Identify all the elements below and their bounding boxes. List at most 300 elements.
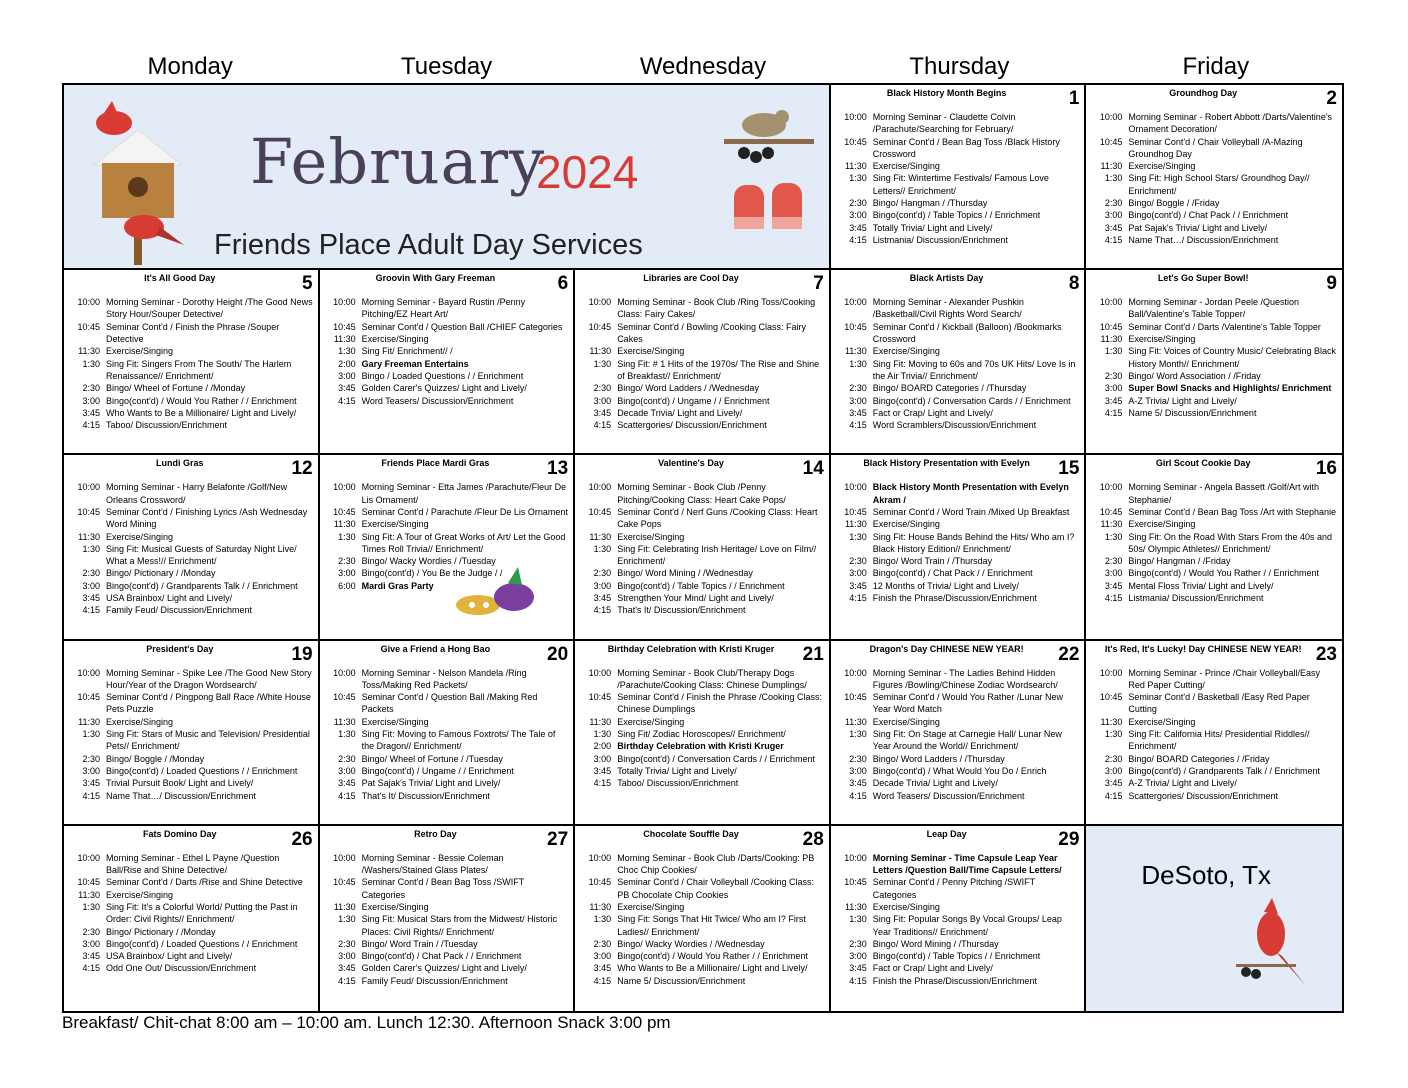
event-description: Fact or Crap/ Light and Lively/ [872, 407, 993, 418]
event-description: Bingo(cont'd) / Conversation Cards / / Enrichment [617, 753, 815, 764]
day-number: 27 [547, 828, 569, 850]
event-description: Pat Sajak's Trivia/ Light and Lively/ [1128, 222, 1268, 233]
event-row [1092, 111, 1338, 136]
event-row [1092, 506, 1338, 518]
event-row [326, 691, 570, 716]
day-cell [64, 270, 320, 455]
event-time: 11:30 [1100, 716, 1123, 727]
event-description: Name 5/ Discussion/Enrichment [1128, 407, 1257, 418]
event-time: 3:45 [1104, 395, 1123, 406]
event-row [581, 358, 825, 383]
event-description: Exercise/Singing [872, 716, 940, 727]
event-row [326, 358, 570, 370]
event-time: 11:30 [78, 889, 100, 900]
event-time: 10:45 [588, 692, 612, 703]
event-description: Word Teasers/ Discussion/Enrichment [361, 395, 514, 406]
event-time: 2:30 [849, 198, 867, 209]
event-row [70, 691, 314, 716]
event-description: Name 5/ Discussion/Enrichment [617, 975, 746, 986]
event-row [837, 234, 1081, 246]
event-description: Morning Seminar - Angela Bassett /Golf/Art with Stephanie/ [1128, 482, 1319, 505]
event-description: Bingo(cont'd) / Chat Pack / / Enrichment [361, 951, 522, 962]
event-description: Exercise/Singing [872, 346, 940, 357]
event-time: 10:00 [1099, 482, 1123, 493]
event-time: 4:15 [82, 605, 100, 616]
event-description: Exercise/Singing [617, 716, 685, 727]
day-cell [64, 641, 320, 826]
event-time: 2:30 [1104, 753, 1123, 764]
event-description: Morning Seminar - Bayard Rustin /Penny Pitching/EZ Heart Art/ [361, 297, 526, 320]
event-row [581, 592, 825, 604]
event-description: Exercise/Singing [1128, 334, 1196, 345]
event-row [326, 876, 570, 901]
event-description: Seminar Cont'd / Would You Rather /Lunar New Year Word Match [872, 692, 1063, 715]
event-time: 10:45 [844, 877, 867, 888]
event-row [1092, 160, 1338, 172]
event-time: 4:15 [849, 420, 867, 431]
event-time: 10:00 [588, 667, 612, 678]
event-description: Morning Seminar - The Ladies Behind Hidden Figures /Bowling/Chinese Zodiac Wordsearch/ [872, 667, 1058, 690]
event-row [581, 296, 825, 321]
event-row [326, 753, 570, 765]
event-description: Exercise/Singing [106, 531, 174, 542]
location-label: DeSoto, Tx [1141, 859, 1271, 890]
event-row [837, 407, 1081, 419]
event-time: 10:45 [333, 506, 356, 517]
event-description: Morning Seminar - Dorothy Height /The Good News Story Hour/Souper Detective/ [106, 297, 313, 320]
event-row [1092, 790, 1338, 802]
event-time: 10:00 [77, 852, 100, 863]
event-description: Bingo(cont'd) / Would You Rather / / Enrichment [106, 395, 297, 406]
event-time: 3:45 [593, 407, 612, 418]
event-time: 4:15 [82, 963, 100, 974]
event-row [837, 777, 1081, 789]
event-row [70, 506, 314, 531]
event-time: 11:30 [844, 716, 867, 727]
event-row [837, 753, 1081, 765]
event-row [1092, 531, 1338, 556]
event-list [1086, 111, 1342, 246]
event-time: 4:15 [82, 420, 100, 431]
event-time: 1:30 [849, 729, 867, 740]
event-time: 1:30 [593, 543, 612, 554]
mardi-gras-mask-icon [448, 567, 548, 627]
event-description: Morning Seminar - Robert Abbott /Darts/Valentine's Ornament Decoration/ [1128, 112, 1333, 135]
event-description: Seminar Cont'd / Penny Pitching /SWIFT Categories [872, 877, 1035, 900]
day-number: 15 [1058, 458, 1080, 480]
event-description: A-Z Trivia/ Light and Lively/ [1128, 395, 1237, 406]
event-description: Morning Seminar - Harry Belafonte /Golf/New Orleans Crossword/ [106, 482, 288, 505]
event-time: 10:00 [333, 667, 356, 678]
event-description: Sing Fit: House Bands Behind the Hits/ Who am I? Black History Edition// Enrichment/ [872, 531, 1075, 554]
day-number: 12 [291, 458, 313, 480]
event-row [581, 667, 825, 692]
event-description: Bingo/ Word Association / /Friday [1128, 370, 1261, 381]
day-number: 5 [302, 273, 313, 295]
event-row [326, 913, 570, 938]
day-number: 19 [291, 643, 313, 665]
day-number: 26 [291, 828, 313, 850]
event-time: 2:30 [849, 556, 867, 567]
event-time: 3:45 [849, 778, 867, 789]
event-description: Sing Fit: On the Road With Stars From the 40s and 50s/ Olympic Athletes// Enrichment/ [1128, 531, 1332, 554]
event-time: 1:30 [1104, 346, 1123, 357]
event-time: 11:30 [844, 161, 867, 172]
event-description: Sing Fit: A Tour of Great Works of Art/ Let the Good Times Roll Trivia// Enrichment/ [361, 531, 566, 554]
event-time: 2:30 [82, 568, 100, 579]
event-list [64, 852, 318, 975]
event-time: 10:45 [77, 877, 100, 888]
event-description: Name That…/ Discussion/Enrichment [1128, 234, 1279, 245]
event-time: 2:30 [849, 383, 867, 394]
event-row [70, 728, 314, 753]
event-row [70, 345, 314, 357]
event-time: 3:00 [849, 210, 867, 221]
event-description: Sing Fit: Musical Guests of Saturday Night Live/ What a Mess!// Enrichment/ [106, 543, 297, 567]
day-title: Black History Presentation with Evelyn [863, 458, 1030, 469]
event-time: 2:30 [1104, 198, 1123, 209]
day-cell [1086, 270, 1342, 455]
event-description: Bingo/ BOARD Categories / /Thursday [872, 383, 1027, 394]
event-description: Seminar Cont'd / Bean Bag Toss /SWIFT Categories [361, 877, 525, 900]
event-description: Bingo/ Word Train / /Tuesday [361, 938, 478, 949]
event-list [64, 481, 318, 616]
day-cell [1086, 455, 1342, 640]
event-time: 3:45 [338, 383, 356, 394]
event-description: Sing Fit: Stars of Music and Television/ Presidential Pets// Enrichment/ [106, 729, 310, 752]
event-description: Golden Carer's Quizzes/ Light and Lively/ [361, 963, 527, 974]
event-row [70, 777, 314, 789]
event-description: Mental Floss Trivia/ Light and Lively/ [1128, 580, 1274, 591]
event-time: 2:00 [338, 358, 356, 369]
event-time: 3:45 [1104, 580, 1123, 591]
day-title: It's Red, It's Lucky! Day CHINESE NEW YEAR! [1104, 643, 1302, 654]
event-time: 10:00 [844, 667, 867, 678]
event-description: Bingo(cont'd) / Grandparents Talk / / Enrichment [106, 580, 298, 591]
event-description: Mardi Gras Party [361, 580, 434, 591]
day-number: 2 [1326, 88, 1337, 109]
event-row [581, 395, 825, 407]
event-row [326, 901, 570, 913]
event-row [70, 407, 314, 419]
event-row [581, 753, 825, 765]
event-row [1092, 716, 1338, 728]
event-row [837, 667, 1081, 692]
event-row [326, 518, 570, 530]
event-description: Exercise/Singing [361, 519, 429, 530]
event-time: 11:30 [589, 531, 612, 542]
event-time: 6:00 [338, 580, 356, 591]
year-label: 2024 [536, 146, 639, 198]
event-row [70, 358, 314, 383]
event-time: 1:30 [849, 531, 867, 542]
event-row [837, 506, 1081, 518]
event-time: 4:15 [1104, 790, 1123, 801]
event-row [581, 975, 825, 987]
event-time: 4:15 [593, 420, 612, 431]
event-time: 3:00 [1104, 383, 1123, 394]
event-description: USA Brainbox/ Light and Lively/ [106, 593, 233, 604]
event-description: Word Teasers/ Discussion/Enrichment [872, 790, 1025, 801]
month-banner [64, 85, 831, 270]
event-description: Super Bowl Snacks and Highlights/ Enrichment [1128, 383, 1332, 394]
event-time: 1:30 [82, 358, 100, 369]
day-title: Friends Place Mardi Gras [381, 458, 490, 469]
event-time: 3:45 [849, 222, 867, 233]
event-time: 11:30 [78, 531, 100, 542]
event-row [1092, 567, 1338, 579]
event-row [581, 321, 825, 346]
event-description: That's It/ Discussion/Enrichment [617, 605, 746, 616]
event-description: Morning Seminar - Book Club/Therapy Dogs /Parachute/Cooking Class: Chinese Dumplings/ [617, 667, 807, 690]
day-title: Dragon's Day CHINESE NEW YEAR! [869, 643, 1024, 654]
event-time: 10:00 [333, 482, 356, 493]
event-row [70, 667, 314, 692]
event-row [326, 790, 570, 802]
event-time: 10:00 [588, 297, 612, 308]
event-time: 11:30 [1100, 161, 1123, 172]
event-time: 11:30 [333, 519, 356, 530]
day-number: 28 [802, 828, 824, 850]
event-row [1092, 777, 1338, 789]
event-row [1092, 222, 1338, 234]
event-description: Exercise/Singing [1128, 161, 1196, 172]
event-time: 10:00 [1099, 297, 1123, 308]
event-row [1092, 407, 1338, 419]
event-description: Who Wants to Be a Millionaire/ Light and Lively/ [106, 407, 297, 418]
event-description: Seminar Cont'd / Chair Volleyball /Cooking Class: PB Chocolate Chip Cookies [617, 877, 814, 900]
event-description: Who Wants to Be a Millionaire/ Light and Lively/ [617, 963, 808, 974]
event-time: 3:00 [1104, 765, 1123, 776]
event-description: Decade Trivia/ Light and Lively/ [617, 407, 743, 418]
event-description: Morning Seminar - Nelson Mandela /Ring Toss/Making Red Packets/ [361, 667, 527, 690]
event-description: Finish the Phrase/Discussion/Enrichment [872, 593, 1037, 604]
event-row [581, 407, 825, 419]
event-row [326, 333, 570, 345]
day-title: Girl Scout Cookie Day [1155, 458, 1251, 469]
event-list [320, 296, 574, 407]
meal-schedule-footer: Breakfast/ Chit-chat 8:00 am – 10:00 am. Lunch 12:30. Afternoon Snack 3:00 pm [62, 1013, 671, 1032]
event-row [70, 531, 314, 543]
event-time: 3:00 [82, 765, 100, 776]
event-description: Bingo(cont'd) / Ungame / / Enrichment [361, 765, 514, 776]
event-description: Seminar Cont'd / Darts /Valentine's Table Topper [1128, 321, 1321, 332]
event-row [581, 345, 825, 357]
day-title: Birthday Celebration with Kristi Kruger [607, 643, 775, 654]
event-description: Seminar Cont'd / Chair Volleyball /A-Mazing Groundhog Day [1128, 136, 1303, 159]
weekday-monday: Monday [147, 53, 233, 80]
event-row [837, 531, 1081, 556]
event-row [837, 382, 1081, 394]
event-description: Sing Fit: Singers From The South/ The Harlem Renaissance// Enrichment/ [106, 358, 292, 381]
event-time: 3:00 [338, 370, 356, 381]
event-time: 4:15 [338, 975, 356, 986]
event-description: Bingo(cont'd) / Would You Rather / / Enrichment [617, 951, 808, 962]
event-description: Bingo(cont'd) / Table Topics / / Enrichment [617, 580, 785, 591]
event-row [70, 852, 314, 877]
day-number: 13 [547, 458, 569, 480]
event-time: 11:30 [844, 901, 867, 912]
event-row [1092, 333, 1338, 345]
event-description: Seminar Cont'd / Finishing Lyrics /Ash Wednesday Word Mining [106, 506, 308, 530]
event-row [70, 765, 314, 777]
event-time: 3:45 [849, 580, 867, 591]
event-row [1092, 728, 1338, 753]
event-description: Sing Fit: Moving to Famous Foxtrots/ The Tale of the Dragon// Enrichment/ [361, 729, 556, 752]
day-title: Lundi Gras [156, 458, 204, 469]
event-row [837, 481, 1081, 506]
event-time: 2:30 [338, 753, 356, 764]
event-description: Birthday Celebration with Kristi Kruger [617, 741, 784, 752]
event-description: Seminar Cont'd / Parachute /Fleur De Lis Ornament [361, 506, 568, 517]
event-row [326, 777, 570, 789]
event-time: 1:30 [849, 173, 867, 184]
event-time: 1:30 [82, 901, 100, 912]
day-cell [831, 455, 1087, 640]
event-description: Morning Seminar - Book Club /Penny Pitching/Cooking Class: Heart Cake Pops/ [617, 482, 786, 505]
event-time: 2:30 [1104, 370, 1123, 381]
event-time: 2:30 [593, 383, 612, 394]
event-row [837, 765, 1081, 777]
event-time: 11:30 [1100, 519, 1123, 530]
event-time: 11:30 [844, 519, 867, 530]
event-description: Sing Fit: Celebrating Irish Heritage/ Love on Film// Enrichment/ [617, 543, 817, 567]
event-time: 4:15 [1104, 234, 1123, 245]
event-row [1092, 395, 1338, 407]
event-row [1092, 691, 1338, 716]
location-cell [1086, 826, 1342, 1011]
event-time: 4:15 [1104, 407, 1123, 418]
event-description: Sing Fit/ Enrichment// / [361, 346, 453, 357]
event-time: 3:45 [82, 951, 100, 962]
event-row [581, 852, 825, 877]
event-description: Finish the Phrase/Discussion/Enrichment [872, 975, 1037, 986]
event-list [831, 667, 1085, 802]
event-description: Bingo(cont'd) / Chat Pack / / Enrichment [1128, 210, 1289, 221]
event-row [1092, 209, 1338, 221]
day-number: 21 [802, 643, 824, 665]
event-row [70, 962, 314, 974]
event-time: 2:30 [1104, 556, 1123, 567]
event-row [70, 889, 314, 901]
event-description: Bingo(cont'd) / Ungame / / Enrichment [617, 395, 770, 406]
event-description: Family Feud/ Discussion/Enrichment [106, 605, 253, 616]
event-row [326, 728, 570, 753]
event-list [575, 852, 829, 987]
event-time: 4:15 [82, 790, 100, 801]
event-description: Bingo(cont'd) / Chat Pack / / Enrichment [872, 568, 1033, 579]
event-row [837, 852, 1081, 877]
event-row [837, 913, 1081, 938]
day-title: Black History Month Begins [886, 88, 1007, 98]
event-description: Sing Fit: Musical Stars from the Midwest/ Historic Places: Civil Rights// Enrichment/ [361, 914, 558, 937]
event-description: Gary Freeman Entertains [361, 358, 469, 369]
event-time: 1:30 [338, 346, 356, 357]
event-description: Fact or Crap/ Light and Lively/ [872, 963, 993, 974]
event-time: 11:30 [589, 346, 612, 357]
event-row [1092, 518, 1338, 530]
event-description: Bingo/ Hangman / /Friday [1128, 556, 1231, 567]
event-time: 2:30 [849, 753, 867, 764]
event-row [837, 790, 1081, 802]
event-time: 3:00 [1104, 568, 1123, 579]
event-row [837, 691, 1081, 716]
day-number: 20 [547, 643, 569, 665]
event-description: Black History Month Presentation with Evelyn Akram / [872, 482, 1069, 505]
day-title: Groovin With Gary Freeman [375, 273, 496, 284]
event-description: Sing Fit: On Stage at Carnegie Hall/ Lunar New Year Around the World// Enrichment/ [872, 729, 1062, 752]
event-description: Morning Seminar - Alexander Pushkin /Basketball/Civil Rights Word Search/ [872, 297, 1024, 320]
event-row [326, 506, 570, 518]
event-time: 1:30 [82, 729, 100, 740]
event-row [581, 382, 825, 394]
weekday-wednesday: Wednesday [639, 53, 767, 80]
event-description: Trivial Pursuit Book/ Light and Lively/ [106, 778, 254, 789]
event-description: Exercise/Singing [617, 531, 685, 542]
event-description: Exercise/Singing [872, 519, 940, 530]
event-time: 3:00 [338, 765, 356, 776]
event-list [1086, 296, 1342, 419]
event-row [581, 506, 825, 531]
event-time: 3:00 [1104, 210, 1123, 221]
event-description: Bingo(cont'd) / Conversation Cards / / Enrichment [872, 395, 1071, 406]
event-time: 3:45 [593, 963, 612, 974]
event-time: 10:00 [77, 482, 100, 493]
day-title: Chocolate Souffle Day [643, 828, 739, 839]
event-row [326, 382, 570, 394]
event-row [326, 962, 570, 974]
event-description: Bingo/ Word Ladders / /Thursday [872, 753, 1005, 764]
event-row [581, 419, 825, 431]
day-cell [320, 641, 576, 826]
event-time: 4:15 [338, 790, 356, 801]
event-list [575, 667, 829, 790]
day-number: 29 [1058, 828, 1080, 850]
event-time: 3:00 [849, 568, 867, 579]
event-row [581, 481, 825, 506]
event-time: 1:30 [338, 531, 356, 542]
event-time: 2:30 [849, 938, 867, 949]
event-time: 3:00 [593, 753, 612, 764]
event-time: 4:15 [849, 593, 867, 604]
event-description: Seminar Cont'd / Finish the Phrase /Souper Detective [106, 321, 280, 345]
event-row [1092, 667, 1338, 692]
event-row [70, 481, 314, 506]
event-row [581, 950, 825, 962]
event-row [70, 604, 314, 616]
day-number: 14 [802, 458, 824, 480]
event-description: Exercise/Singing [872, 901, 940, 912]
event-description: Bingo/ Wacky Wordies / /Wednesday [617, 938, 765, 949]
event-time: 10:45 [333, 321, 356, 332]
event-description: Sing Fit: California Hits/ Presidential Riddles// Enrichment/ [1128, 729, 1310, 752]
day-cell [831, 85, 1087, 270]
day-title: Valentine's Day [658, 458, 724, 469]
event-row [326, 716, 570, 728]
event-row [1092, 370, 1338, 382]
event-description: Seminar Cont'd / Finish the Phrase /Cooking Class: Chinese Dumplings [617, 692, 822, 715]
day-cell [575, 641, 831, 826]
event-description: Bingo(cont'd) / Would You Rather / / Enrichment [1128, 568, 1320, 579]
event-description: Bingo(cont'd) / What Would You Do / Enrich [872, 765, 1047, 776]
event-time: 10:00 [844, 482, 867, 493]
event-description: Name That…/ Discussion/Enrichment [106, 790, 256, 801]
event-description: Totally Trivia/ Light and Lively/ [617, 765, 737, 776]
event-row [837, 938, 1081, 950]
event-description: Seminar Cont'd / Question Ball /Making Red Packets [361, 692, 538, 715]
event-time: 11:30 [1100, 334, 1123, 345]
event-row [70, 926, 314, 938]
